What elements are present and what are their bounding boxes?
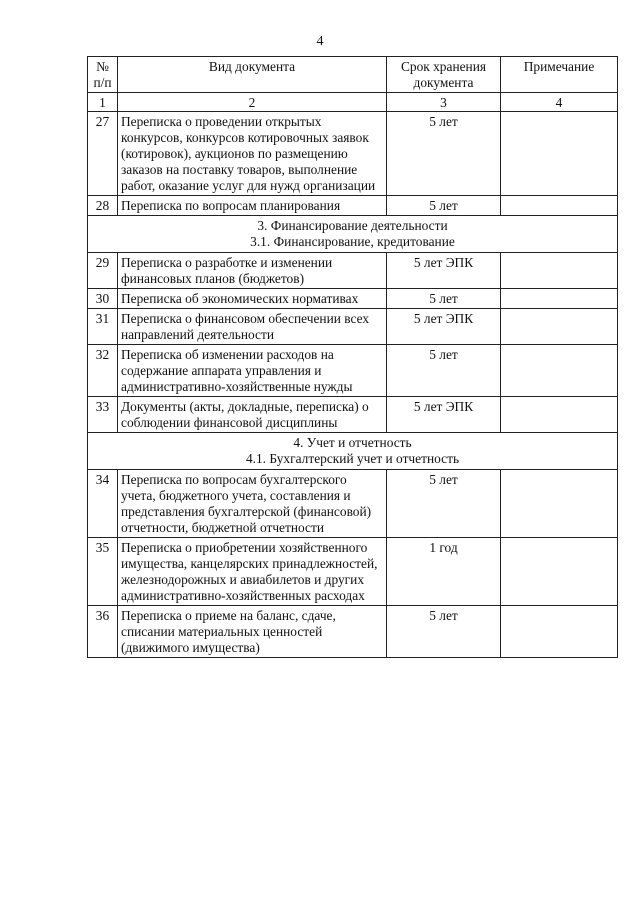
table-row: [88, 538, 618, 606]
header-num: № п/п: [88, 57, 118, 93]
storage-term: 5 лет: [387, 345, 501, 397]
table-row: [88, 345, 618, 397]
document-retention-table: [87, 56, 618, 658]
section-heading-line: 4.1. Бухгалтерский учет и отчетность: [245, 451, 460, 466]
document-kind: Переписка по вопросам планирования: [118, 196, 387, 216]
table-body: [88, 112, 618, 658]
row-number: 33: [88, 397, 118, 433]
note-cell: [501, 289, 618, 309]
table-header-row: [88, 57, 618, 93]
storage-term: 5 лет: [387, 289, 501, 309]
row-number: 28: [88, 196, 118, 216]
document-kind: Документы (акты, докладные, переписка) о соблюдении финансовой дисциплины: [118, 397, 387, 433]
storage-term: 5 лет: [387, 196, 501, 216]
table-row: [88, 289, 618, 309]
note-cell: [501, 309, 618, 345]
document-kind: Переписка о финансовом обеспечении всех направлений деятельности: [118, 309, 387, 345]
table-row: [88, 112, 618, 196]
section-heading-line: 4. Учет и отчетность: [293, 435, 412, 450]
note-cell: [501, 606, 618, 658]
document-kind: Переписка по вопросам бухгалтерского учета, бюджетного учета, составления и представления бухгалтерской (финансовой) отчетности, бюджетной отчетности: [118, 470, 387, 538]
row-number: 29: [88, 253, 118, 289]
section-heading: [88, 216, 618, 253]
row-number: 35: [88, 538, 118, 606]
header-note: Примечание: [501, 57, 618, 93]
column-numbers-row: [88, 93, 618, 112]
page-number: 4: [316, 34, 324, 49]
storage-term: 1 год: [387, 538, 501, 606]
row-number: 36: [88, 606, 118, 658]
section-heading-line: 3.1. Финансирование, кредитование: [250, 234, 455, 249]
table-row: [88, 397, 618, 433]
storage-term: 5 лет: [387, 470, 501, 538]
storage-term: 5 лет: [387, 112, 501, 196]
table-row: [88, 606, 618, 658]
row-number: 27: [88, 112, 118, 196]
column-number: 3: [387, 93, 501, 112]
document-kind: Переписка о приобретении хозяйственного имущества, канцелярских принадлежностей, железнодорожных и авиабилетов и других административно-хозяйственных расходах: [118, 538, 387, 606]
section-heading: [88, 433, 618, 470]
note-cell: [501, 196, 618, 216]
table-row: [88, 196, 618, 216]
note-cell: [501, 112, 618, 196]
column-number: 4: [501, 93, 618, 112]
storage-term: 5 лет: [387, 606, 501, 658]
row-number: 34: [88, 470, 118, 538]
header-storage-term: Срок хранения документа: [387, 57, 501, 93]
note-cell: [501, 253, 618, 289]
row-number: 31: [88, 309, 118, 345]
note-cell: [501, 345, 618, 397]
row-number: 30: [88, 289, 118, 309]
storage-term: 5 лет ЭПК: [387, 397, 501, 433]
section-heading-row: [88, 216, 618, 253]
section-heading-row: [88, 433, 618, 470]
storage-term: 5 лет ЭПК: [387, 309, 501, 345]
note-cell: [501, 538, 618, 606]
column-number: 2: [118, 93, 387, 112]
document-kind: Переписка об изменении расходов на содержание аппарата управления и административно-хозяйственные нужды: [118, 345, 387, 397]
column-number: 1: [88, 93, 118, 112]
header-document-kind: Вид документа: [118, 57, 387, 93]
section-heading-line: 3. Финансирование деятельности: [257, 218, 448, 233]
table-row: [88, 470, 618, 538]
row-number: 32: [88, 345, 118, 397]
document-kind: Переписка о разработке и изменении финансовых планов (бюджетов): [118, 253, 387, 289]
document-kind: Переписка о проведении открытых конкурсов, конкурсов котировочных заявок (котировок), аукционов по размещению заказов на поставку товаров, выполнение работ, оказание услуг для нужд организации: [118, 112, 387, 196]
note-cell: [501, 397, 618, 433]
storage-term: 5 лет ЭПК: [387, 253, 501, 289]
document-kind: Переписка об экономических нормативах: [118, 289, 387, 309]
note-cell: [501, 470, 618, 538]
document-kind: Переписка о приеме на баланс, сдаче, списании материальных ценностей (движимого имущества): [118, 606, 387, 658]
table-row: [88, 309, 618, 345]
table-row: [88, 253, 618, 289]
